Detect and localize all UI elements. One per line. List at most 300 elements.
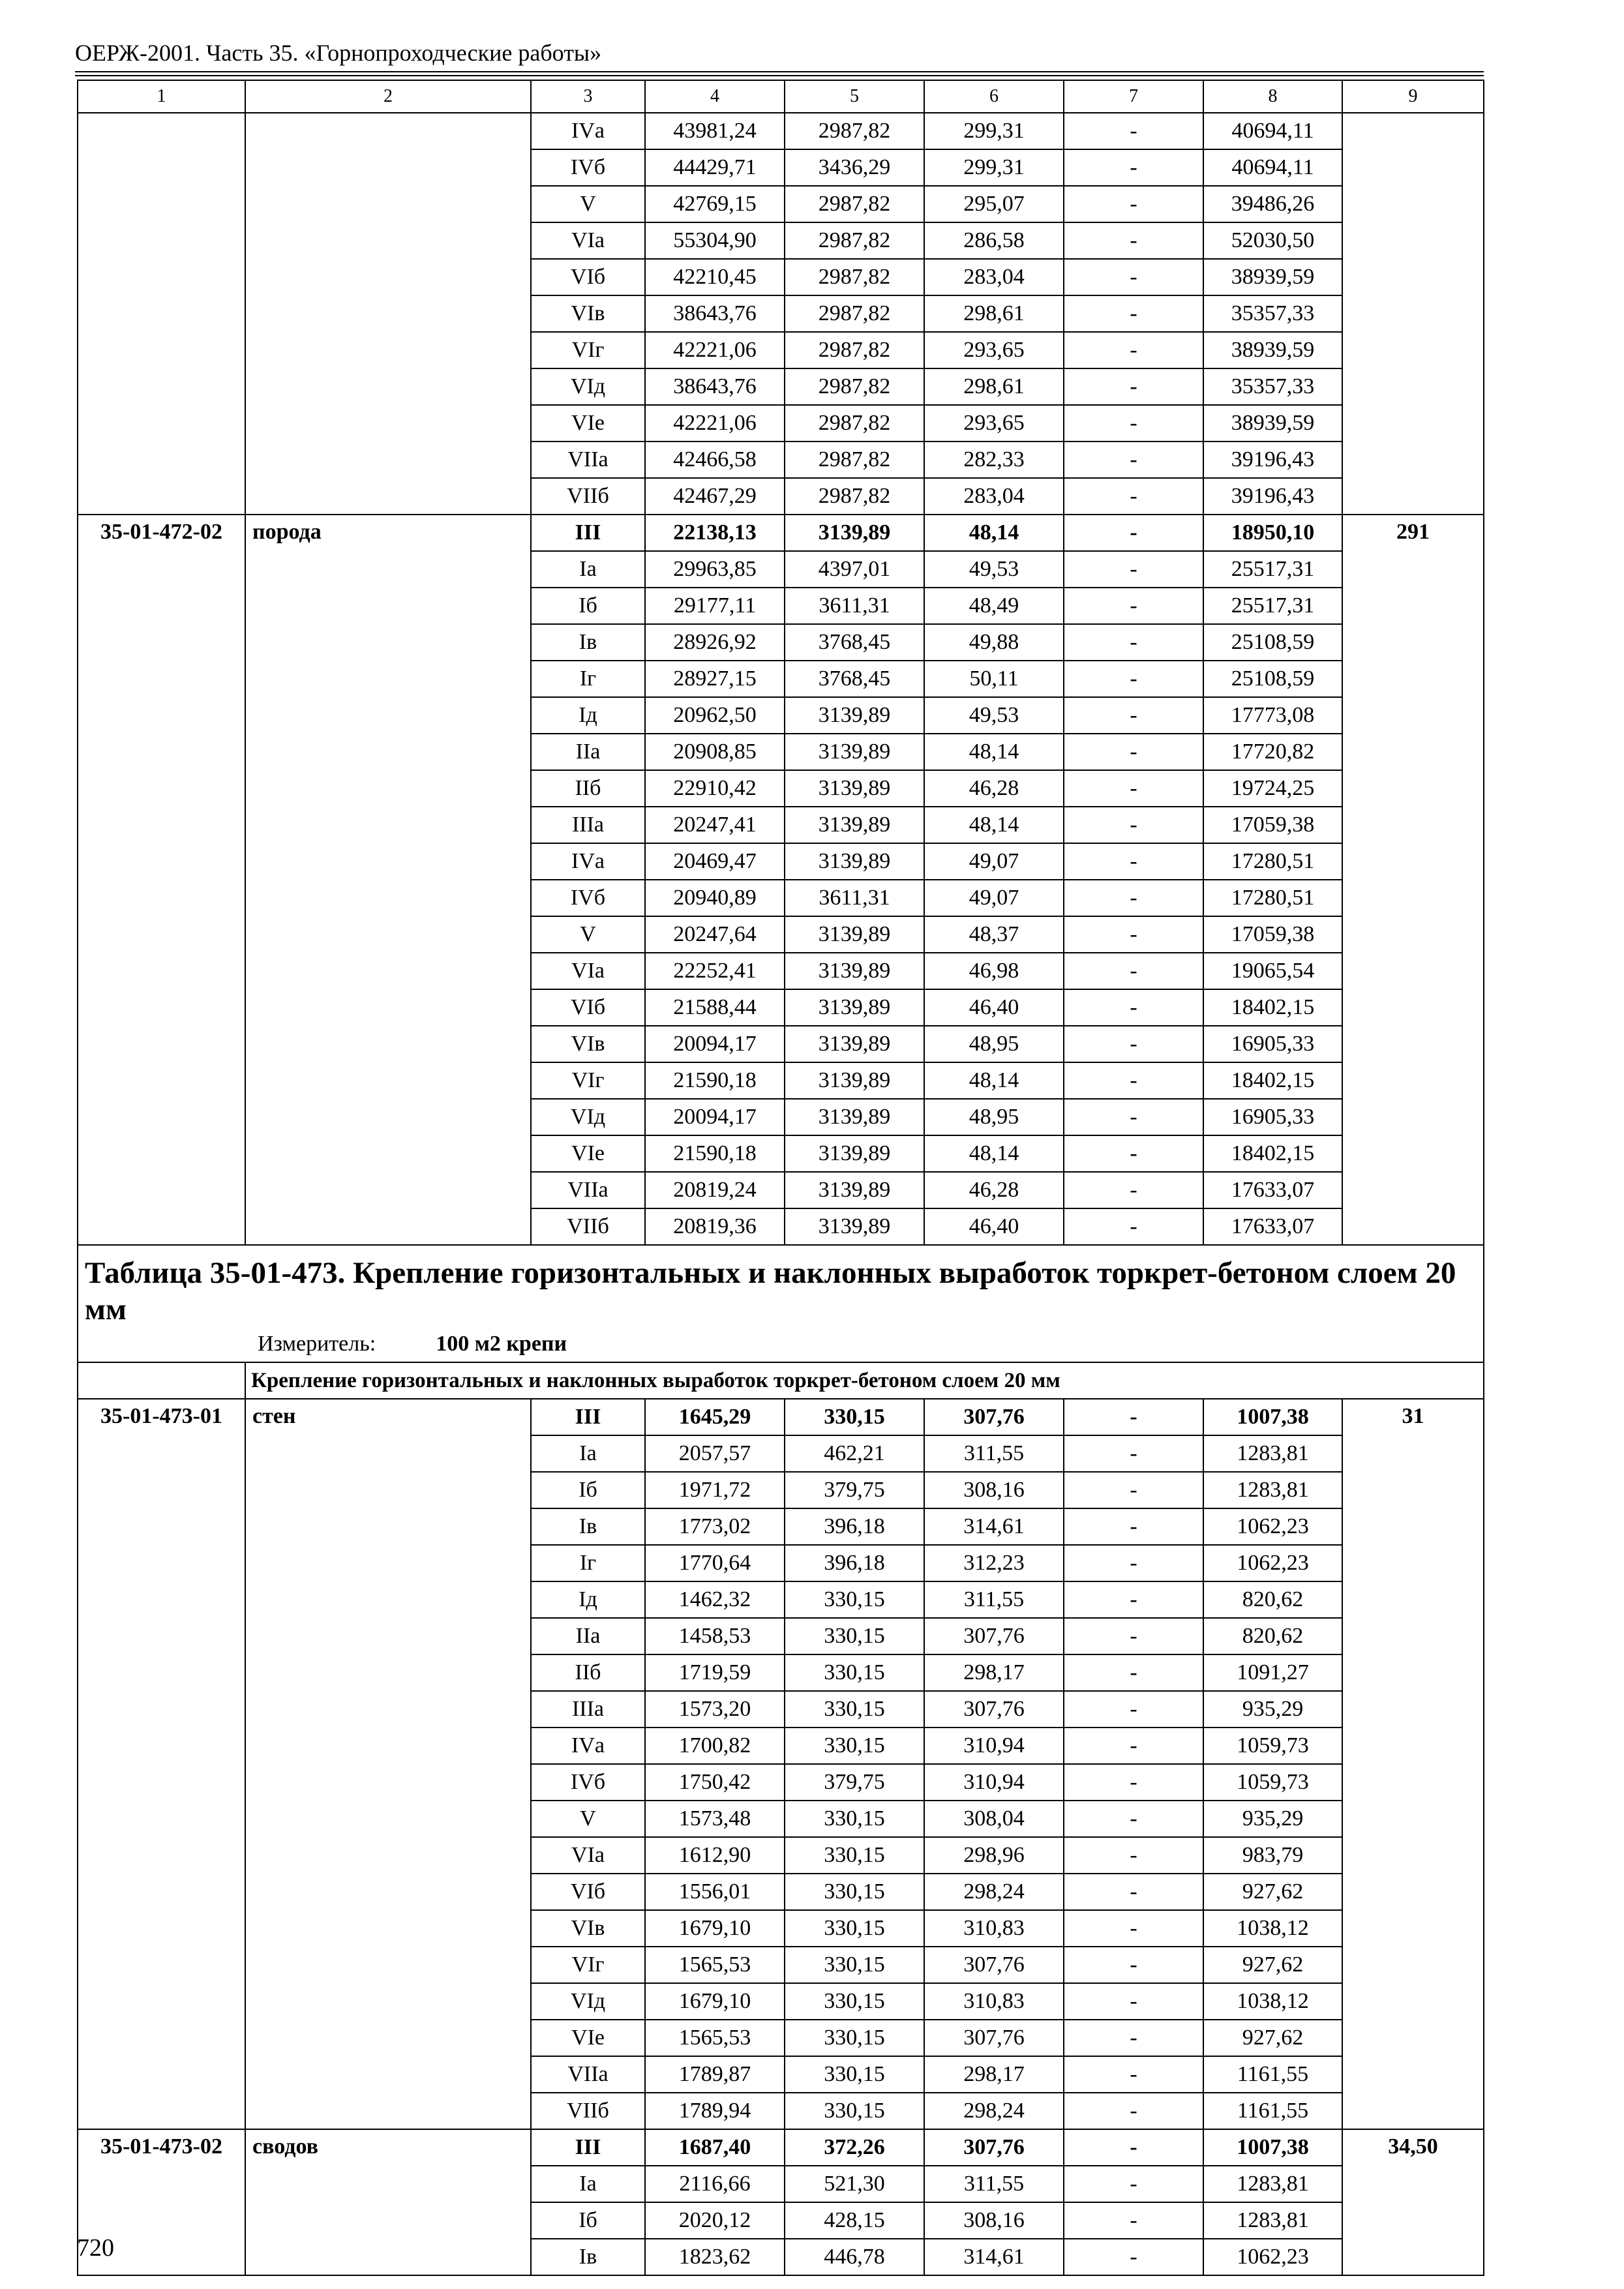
value-cell: 49,07 [924,843,1064,880]
value-cell: 1007,38 [1203,1399,1342,1435]
value-cell: 20962,50 [645,697,785,734]
value-cell: 49,07 [924,880,1064,916]
value-cell: 49,88 [924,624,1064,661]
value-cell: 299,31 [924,149,1064,186]
value-cell: 330,15 [785,1910,924,1947]
value-cell: 38643,76 [645,295,785,332]
value-cell: VIг [531,1062,645,1099]
value-cell: 3139,89 [785,1062,924,1099]
value-cell: 396,18 [785,1545,924,1581]
value-cell: - [1064,1581,1203,1618]
value-cell: 298,61 [924,295,1064,332]
column-number: 4 [645,80,785,113]
value-cell: 330,15 [785,1654,924,1691]
value-cell: 307,76 [924,1691,1064,1728]
value-cell: 44429,71 [645,149,785,186]
value-cell: 22138,13 [645,515,785,551]
value-cell: 286,58 [924,222,1064,259]
value-cell: 1007,38 [1203,2129,1342,2166]
value-cell: 298,17 [924,1654,1064,1691]
table-row [78,1399,1484,1435]
value-cell: - [1064,1728,1203,1764]
subheading-row [78,1362,1484,1399]
value-cell: 20094,17 [645,1099,785,1135]
value-cell: 2987,82 [785,441,924,478]
value-cell: VIе [531,1135,645,1172]
value-cell: - [1064,2093,1203,2129]
value-cell: 1789,87 [645,2056,785,2093]
value-cell: - [1064,2129,1203,2166]
value-cell: 310,83 [924,1910,1064,1947]
value-cell: 1059,73 [1203,1764,1342,1801]
value-cell: 935,29 [1203,1691,1342,1728]
value-cell: 310,94 [924,1764,1064,1801]
value-cell: - [1064,1099,1203,1135]
value-cell: IVа [531,113,645,149]
value-cell: - [1064,1508,1203,1545]
value-cell: VIв [531,295,645,332]
value-cell: Iг [531,1545,645,1581]
value-cell: 42466,58 [645,441,785,478]
value-cell: 1770,64 [645,1545,785,1581]
value-cell: 1161,55 [1203,2056,1342,2093]
value-cell: 20940,89 [645,880,785,916]
value-cell: 1719,59 [645,1654,785,1691]
value-cell: 46,28 [924,1172,1064,1208]
value-cell: 310,83 [924,1983,1064,2020]
value-cell: 39196,43 [1203,478,1342,515]
value-cell: 19065,54 [1203,953,1342,989]
value-cell: - [1064,734,1203,770]
value-cell: 25108,59 [1203,661,1342,697]
value-cell: 1750,42 [645,1764,785,1801]
value-cell: 49,53 [924,551,1064,588]
value-cell: 308,04 [924,1801,1064,1837]
code-cell [78,113,245,515]
value-cell: 330,15 [785,2020,924,2056]
value-cell: - [1064,405,1203,441]
value-cell: VIIа [531,2056,645,2093]
value-cell: 48,37 [924,916,1064,953]
value-cell: 22252,41 [645,953,785,989]
value-cell: 28926,92 [645,624,785,661]
column-number: 2 [245,80,531,113]
value-cell: VIIа [531,441,645,478]
value-cell: 48,14 [924,734,1064,770]
value-cell: 2987,82 [785,186,924,222]
col9-cell: 34,50 [1342,2129,1484,2275]
value-cell: 1823,62 [645,2239,785,2275]
value-cell: 50,11 [924,661,1064,697]
value-cell: 18402,15 [1203,1135,1342,1172]
value-cell: 4397,01 [785,551,924,588]
value-cell: VIб [531,1874,645,1910]
value-cell: Iа [531,2166,645,2202]
value-cell: - [1064,1172,1203,1208]
value-cell: 1283,81 [1203,1472,1342,1508]
value-cell: - [1064,1435,1203,1472]
value-cell: 330,15 [785,1837,924,1874]
value-cell: - [1064,1764,1203,1801]
value-cell: 379,75 [785,1472,924,1508]
value-cell: 20247,64 [645,916,785,953]
value-cell: 20247,41 [645,807,785,843]
value-cell: VIе [531,405,645,441]
value-cell: 52030,50 [1203,222,1342,259]
value-cell: - [1064,2056,1203,2093]
value-cell: - [1064,2202,1203,2239]
value-cell: VIг [531,332,645,368]
value-cell: 20908,85 [645,734,785,770]
value-cell: 307,76 [924,1399,1064,1435]
value-cell: 3436,29 [785,149,924,186]
value-cell: 330,15 [785,1581,924,1618]
value-cell: 3139,89 [785,734,924,770]
value-cell: 3139,89 [785,770,924,807]
value-cell: 42221,06 [645,405,785,441]
value-cell: 1283,81 [1203,2202,1342,2239]
subheading: Крепление горизонтальных и наклонных выработок торкрет-бетоном слоем 20 мм [245,1362,1484,1399]
value-cell: 20094,17 [645,1026,785,1062]
value-cell: 330,15 [785,2056,924,2093]
value-cell: 298,24 [924,2093,1064,2129]
value-cell: 29963,85 [645,551,785,588]
running-header: ОЕРЖ-2001. Часть 35. «Горнопроходческие работы» [75,40,602,66]
value-cell: Iа [531,551,645,588]
value-cell: - [1064,259,1203,295]
value-cell: Iг [531,661,645,697]
value-cell: - [1064,1472,1203,1508]
table-title-cell [78,1245,1484,1362]
value-cell: - [1064,1618,1203,1654]
value-cell: - [1064,843,1203,880]
value-cell: 42221,06 [645,332,785,368]
value-cell: - [1064,113,1203,149]
table-body [78,80,1484,2275]
value-cell: VIв [531,1026,645,1062]
value-cell: - [1064,1691,1203,1728]
name-cell: порода [245,515,531,1245]
value-cell: Iв [531,1508,645,1545]
value-cell: 3139,89 [785,807,924,843]
value-cell: - [1064,368,1203,405]
value-cell: 1062,23 [1203,1508,1342,1545]
table-title-row [78,1245,1484,1362]
value-cell: 1556,01 [645,1874,785,1910]
value-cell: 298,17 [924,2056,1064,2093]
value-cell: IIIа [531,807,645,843]
value-cell: 17280,51 [1203,843,1342,880]
value-cell: 927,62 [1203,2020,1342,2056]
value-cell: 330,15 [785,2093,924,2129]
value-cell: IVб [531,149,645,186]
value-cell: - [1064,1135,1203,1172]
value-cell: 22910,42 [645,770,785,807]
value-cell: 2116,66 [645,2166,785,2202]
value-cell: IIIа [531,1691,645,1728]
value-cell: 283,04 [924,478,1064,515]
value-cell: 46,28 [924,770,1064,807]
value-cell: 2987,82 [785,259,924,295]
value-cell: 308,16 [924,1472,1064,1508]
value-cell: 17059,38 [1203,916,1342,953]
value-cell: - [1064,1837,1203,1874]
value-cell: 311,55 [924,1435,1064,1472]
value-cell: - [1064,989,1203,1026]
column-number-row [78,80,1484,113]
value-cell: 2987,82 [785,478,924,515]
value-cell: 49,53 [924,697,1064,734]
value-cell: 18402,15 [1203,1062,1342,1099]
value-cell: VIа [531,222,645,259]
value-cell: 1283,81 [1203,1435,1342,1472]
value-cell: 18950,10 [1203,515,1342,551]
value-cell: 330,15 [785,1947,924,1983]
value-cell: VIб [531,989,645,1026]
value-cell: 21590,18 [645,1062,785,1099]
value-cell: - [1064,478,1203,515]
value-cell: 18402,15 [1203,989,1342,1026]
value-cell: 311,55 [924,2166,1064,2202]
meter-value: 100 м2 крепи [436,1332,567,1356]
value-cell: Iб [531,588,645,624]
value-cell: 16905,33 [1203,1026,1342,1062]
value-cell: 462,21 [785,1435,924,1472]
value-cell: IVа [531,843,645,880]
value-cell: 3611,31 [785,588,924,624]
table-row [78,515,1484,551]
value-cell: 293,65 [924,405,1064,441]
value-cell: IIа [531,734,645,770]
col9-cell: 291 [1342,515,1484,1245]
value-cell: 42467,29 [645,478,785,515]
value-cell: - [1064,1062,1203,1099]
code-cell: 35-01-473-02 [78,2129,245,2275]
norms-table [77,80,1484,2276]
value-cell: 3139,89 [785,989,924,1026]
value-cell: 1612,90 [645,1837,785,1874]
code-cell: 35-01-472-02 [78,515,245,1245]
value-cell: 38643,76 [645,368,785,405]
value-cell: 42210,45 [645,259,785,295]
value-cell: 330,15 [785,1618,924,1654]
value-cell: 21588,44 [645,989,785,1026]
value-cell: 40694,11 [1203,149,1342,186]
value-cell: - [1064,149,1203,186]
value-cell: 3611,31 [785,880,924,916]
meter-label: Измеритель: [258,1332,376,1356]
column-number: 8 [1203,80,1342,113]
value-cell: - [1064,2020,1203,2056]
value-cell: 1789,94 [645,2093,785,2129]
value-cell: Iв [531,2239,645,2275]
value-cell: 1645,29 [645,1399,785,1435]
column-number: 9 [1342,80,1484,113]
value-cell: 28927,15 [645,661,785,697]
value-cell: Iв [531,624,645,661]
value-cell: - [1064,1983,1203,2020]
value-cell: 1573,48 [645,1801,785,1837]
value-cell: 40694,11 [1203,113,1342,149]
value-cell: IIб [531,1654,645,1691]
value-cell: 1283,81 [1203,2166,1342,2202]
value-cell: VIа [531,1837,645,1874]
value-cell: III [531,515,645,551]
value-cell: 1565,53 [645,1947,785,1983]
value-cell: 927,62 [1203,1874,1342,1910]
value-cell: 299,31 [924,113,1064,149]
value-cell: VIд [531,368,645,405]
column-number: 6 [924,80,1064,113]
value-cell: 820,62 [1203,1581,1342,1618]
value-cell: 17773,08 [1203,697,1342,734]
value-cell: III [531,2129,645,2166]
value-cell: 379,75 [785,1764,924,1801]
value-cell: 2987,82 [785,113,924,149]
name-cell [245,113,531,515]
value-cell: 1971,72 [645,1472,785,1508]
value-cell: - [1064,697,1203,734]
value-cell: 3139,89 [785,843,924,880]
value-cell: - [1064,661,1203,697]
value-cell: 310,94 [924,1728,1064,1764]
value-cell: 48,49 [924,588,1064,624]
value-cell: 1091,27 [1203,1654,1342,1691]
value-cell: 307,76 [924,1947,1064,1983]
value-cell: VIIб [531,478,645,515]
value-cell: 308,16 [924,2202,1064,2239]
value-cell: V [531,186,645,222]
value-cell: 1161,55 [1203,2093,1342,2129]
value-cell: V [531,1801,645,1837]
value-cell: Iд [531,697,645,734]
value-cell: 330,15 [785,1728,924,1764]
value-cell: - [1064,186,1203,222]
value-cell: IVб [531,880,645,916]
value-cell: - [1064,953,1203,989]
value-cell: 428,15 [785,2202,924,2239]
value-cell: 48,95 [924,1099,1064,1135]
value-cell: 25108,59 [1203,624,1342,661]
value-cell: 46,98 [924,953,1064,989]
value-cell: - [1064,515,1203,551]
value-cell: - [1064,332,1203,368]
value-cell: 2987,82 [785,222,924,259]
value-cell: - [1064,1947,1203,1983]
value-cell: 3139,89 [785,1099,924,1135]
value-cell: 282,33 [924,441,1064,478]
value-cell: VIг [531,1947,645,1983]
value-cell: - [1064,1399,1203,1435]
value-cell: 1062,23 [1203,1545,1342,1581]
value-cell: VIа [531,953,645,989]
value-cell: 330,15 [785,1874,924,1910]
value-cell: 1773,02 [645,1508,785,1545]
value-cell: 1038,12 [1203,1910,1342,1947]
value-cell: - [1064,222,1203,259]
value-cell: 3139,89 [785,1135,924,1172]
value-cell: III [531,1399,645,1435]
value-cell: 307,76 [924,2129,1064,2166]
value-cell: - [1064,1910,1203,1947]
value-cell: 3139,89 [785,1172,924,1208]
value-cell: 38939,59 [1203,259,1342,295]
value-cell: 20469,47 [645,843,785,880]
value-cell: - [1064,624,1203,661]
value-cell: 330,15 [785,1983,924,2020]
value-cell: - [1064,880,1203,916]
value-cell: 25517,31 [1203,588,1342,624]
value-cell: 293,65 [924,332,1064,368]
value-cell: 1462,32 [645,1581,785,1618]
value-cell: 29177,11 [645,588,785,624]
value-cell: 3139,89 [785,916,924,953]
value-cell: 3139,89 [785,1208,924,1245]
value-cell: VIб [531,259,645,295]
value-cell: 48,95 [924,1026,1064,1062]
value-cell: - [1064,588,1203,624]
page-number: 720 [77,2234,114,2262]
value-cell: 3768,45 [785,624,924,661]
col9-cell: 31 [1342,1399,1484,2129]
value-cell: 20819,36 [645,1208,785,1245]
value-cell: 38939,59 [1203,405,1342,441]
value-cell: 55304,90 [645,222,785,259]
meter-line [85,1328,1477,1358]
column-number: 5 [785,80,924,113]
value-cell: 20819,24 [645,1172,785,1208]
value-cell: 330,15 [785,1399,924,1435]
value-cell: 3139,89 [785,953,924,989]
value-cell: 17059,38 [1203,807,1342,843]
value-cell: 927,62 [1203,1947,1342,1983]
value-cell: 3768,45 [785,661,924,697]
value-cell: 1700,82 [645,1728,785,1764]
value-cell: 1565,53 [645,2020,785,2056]
value-cell: 46,40 [924,989,1064,1026]
value-cell: Iа [531,1435,645,1472]
value-cell: Iб [531,2202,645,2239]
value-cell: 307,76 [924,2020,1064,2056]
value-cell: 1573,20 [645,1691,785,1728]
value-cell: 19724,25 [1203,770,1342,807]
value-cell: 314,61 [924,1508,1064,1545]
value-cell: IVб [531,1764,645,1801]
value-cell: - [1064,1874,1203,1910]
value-cell: 330,15 [785,1691,924,1728]
value-cell: 2987,82 [785,295,924,332]
value-cell: Iд [531,1581,645,1618]
value-cell: 298,61 [924,368,1064,405]
value-cell: 307,76 [924,1618,1064,1654]
value-cell: - [1064,1801,1203,1837]
value-cell: 2057,57 [645,1435,785,1472]
value-cell: 39486,26 [1203,186,1342,222]
value-cell: 1062,23 [1203,2239,1342,2275]
value-cell: VIе [531,2020,645,2056]
column-number: 1 [78,80,245,113]
value-cell: - [1064,770,1203,807]
value-cell: 1679,10 [645,1910,785,1947]
value-cell: 17280,51 [1203,880,1342,916]
value-cell: 42769,15 [645,186,785,222]
value-cell: - [1064,1208,1203,1245]
value-cell: 298,24 [924,1874,1064,1910]
name-cell: стен [245,1399,531,2129]
value-cell: 2020,12 [645,2202,785,2239]
value-cell: 35357,33 [1203,368,1342,405]
col9-cell [1342,113,1484,515]
